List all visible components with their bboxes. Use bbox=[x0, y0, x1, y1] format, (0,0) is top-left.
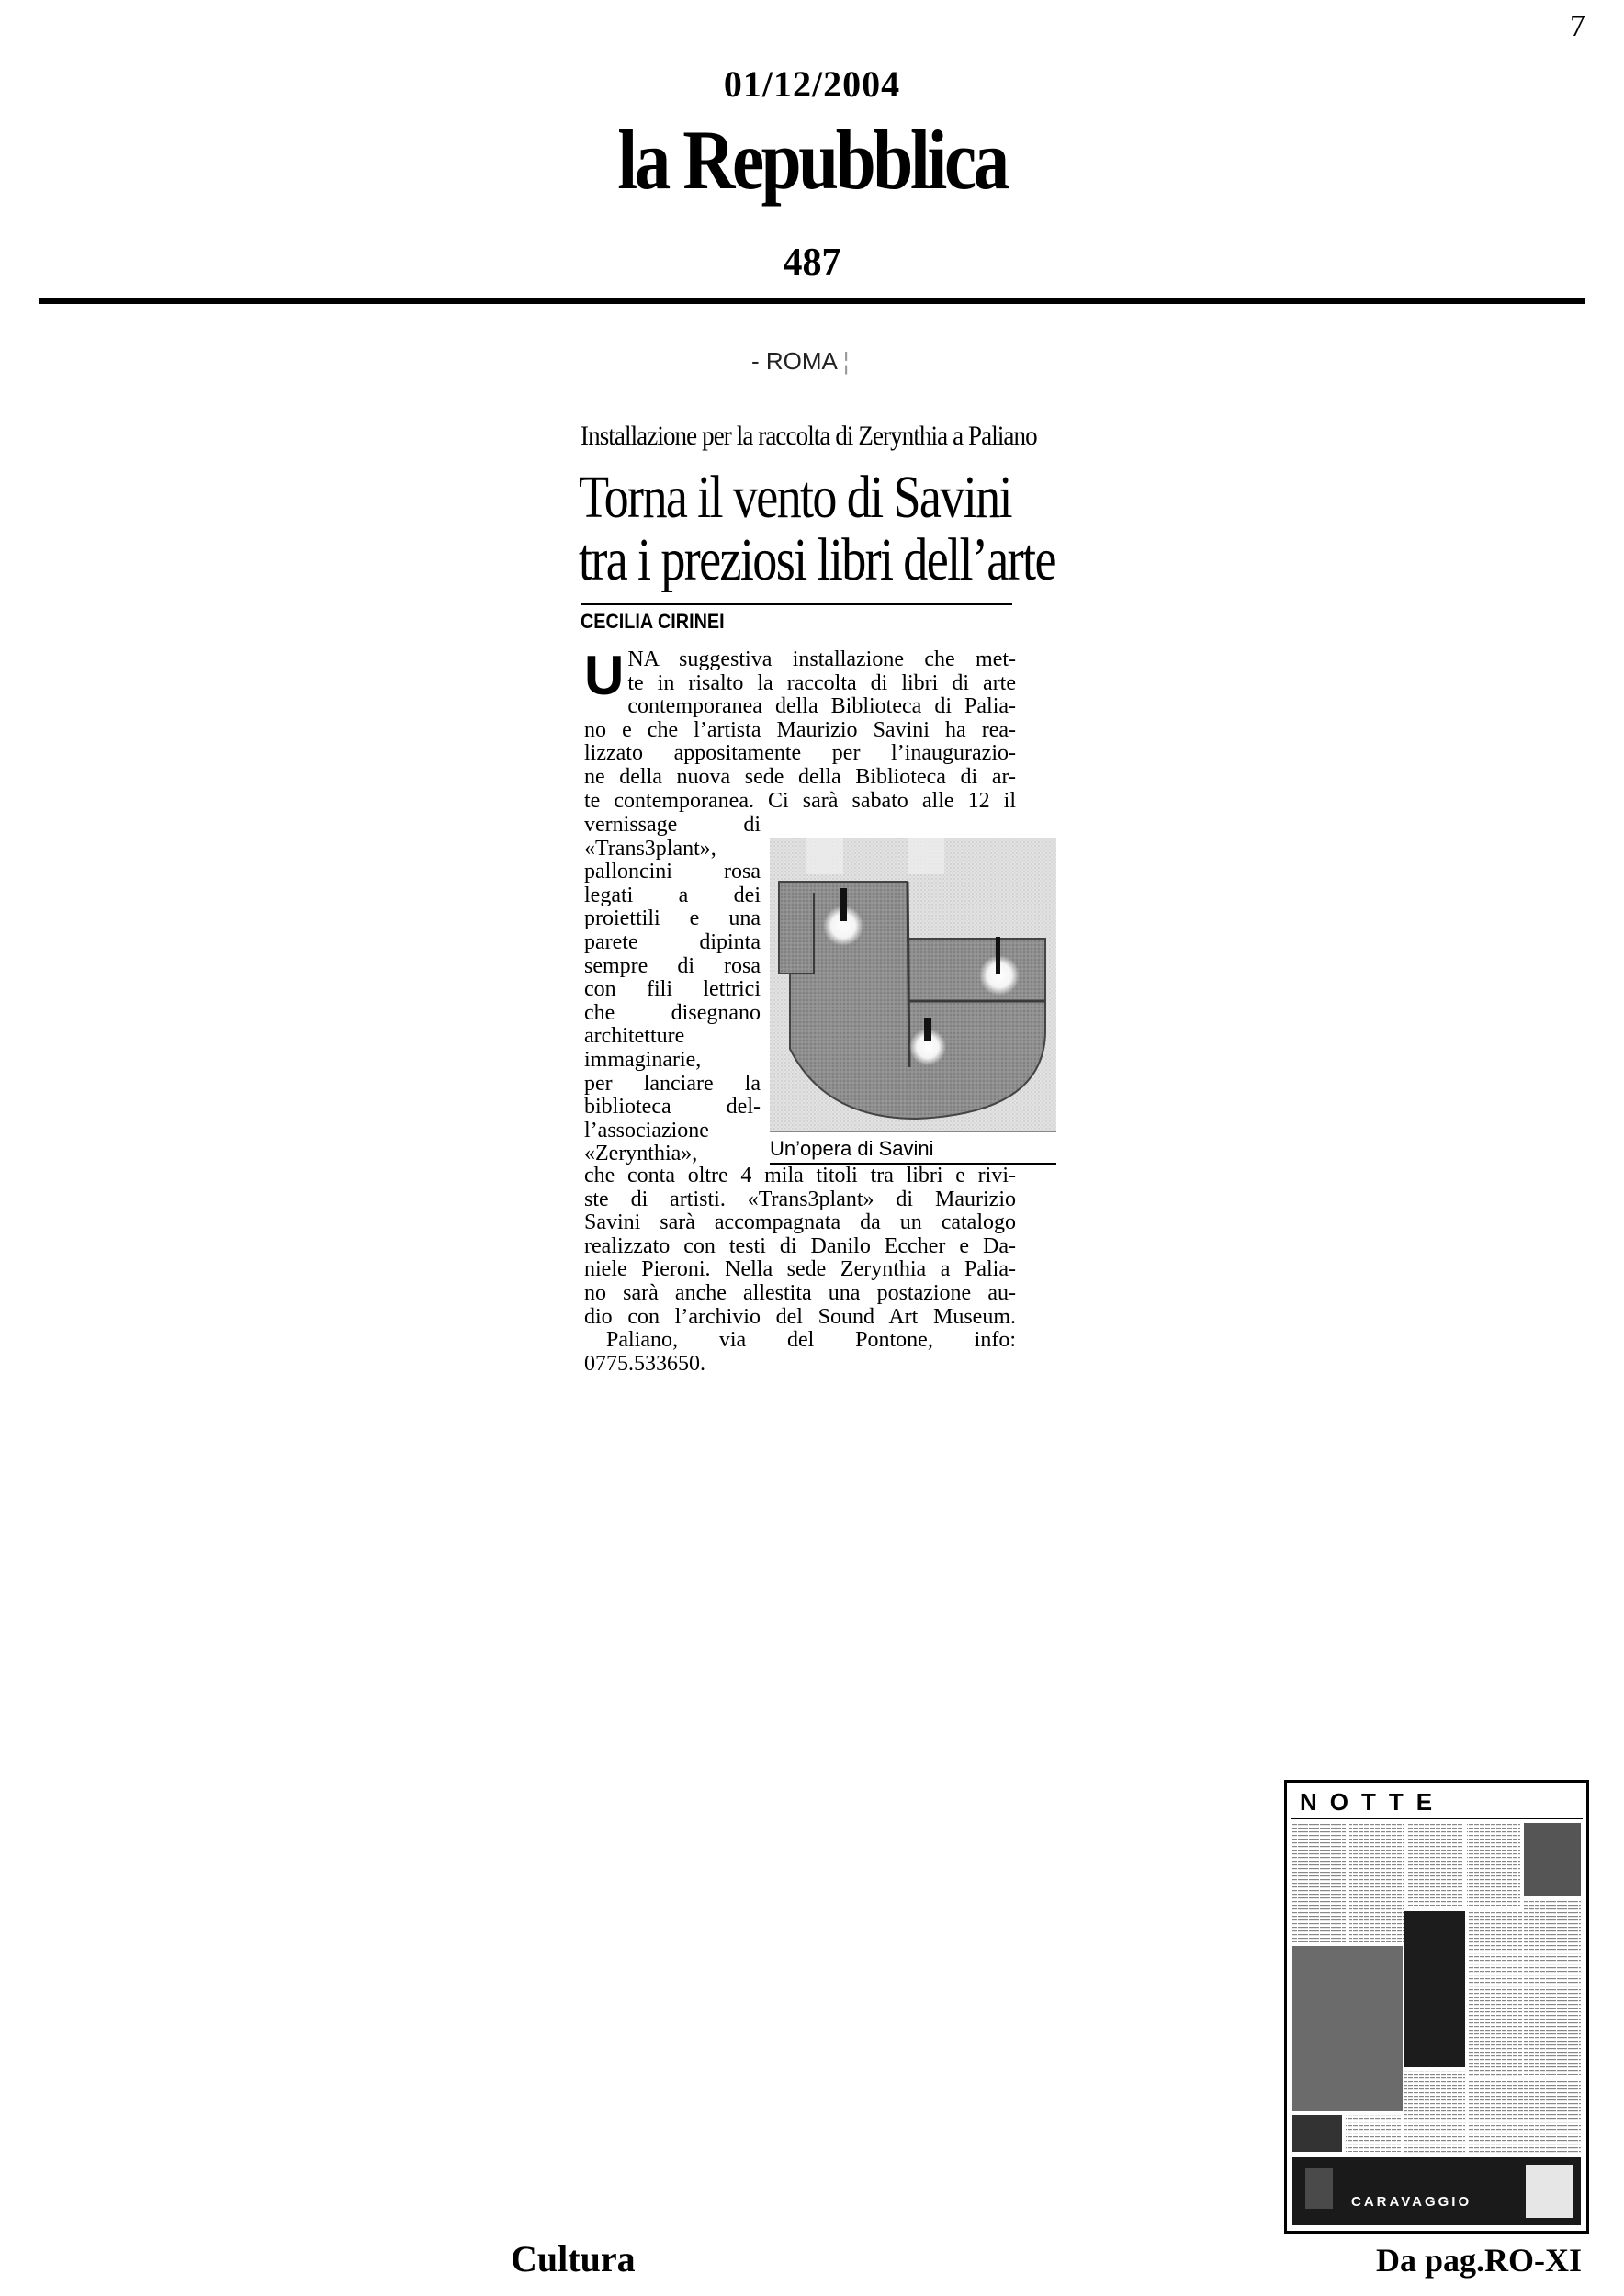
body-line: ne della nuova sede della Biblioteca di ar- bbox=[584, 764, 1016, 789]
article-narrow-column bbox=[584, 814, 761, 1166]
body-line: realizzato con testi di Danilo Eccher e Da- bbox=[584, 1233, 1016, 1258]
body-line: palloncini rosa bbox=[584, 860, 761, 884]
body-line: per lanciare la bbox=[584, 1071, 761, 1096]
drop-cap: U bbox=[584, 645, 625, 706]
body-line: proiettili e una bbox=[584, 906, 761, 931]
body-line: dio con l’archivio del Sound Art Museum. bbox=[584, 1304, 1016, 1329]
body-line: no sarà anche allestita una postazione au- bbox=[584, 1280, 1016, 1305]
page-thumbnail bbox=[1284, 1780, 1589, 2234]
newspaper-logo: la Repubblica bbox=[617, 113, 1007, 207]
article-headline bbox=[579, 464, 1055, 593]
thumbnail-layout-graphic bbox=[1287, 1783, 1586, 2231]
body-line: te contemporanea. Ci sarà sabato alle 12 il bbox=[584, 788, 1016, 813]
body-line: legati a dei bbox=[584, 883, 761, 907]
caption-top-rule bbox=[770, 1131, 1056, 1132]
headline-line-2: tra i preziosi libri dell’arte bbox=[579, 526, 1055, 593]
body-line: sempre di rosa bbox=[584, 953, 761, 978]
article-tail bbox=[584, 1165, 1016, 1376]
byline-divider bbox=[581, 603, 1012, 605]
body-line: biblioteca del- bbox=[584, 1095, 761, 1120]
body-line: architetture bbox=[584, 1024, 685, 1049]
photo-caption: Un’opera di Savini bbox=[770, 1137, 934, 1160]
body-line: niele Pieroni. Nella sede Zerynthia a Palia- bbox=[584, 1257, 1016, 1282]
body-line: no e che l’artista Maurizio Savini ha rea- bbox=[584, 717, 1016, 742]
footer-source: Da pag.RO-XI bbox=[1375, 2242, 1582, 2279]
body-line: vernissage di bbox=[584, 813, 761, 837]
body-line: contemporanea della Biblioteca di Palia- bbox=[627, 694, 1016, 719]
section-tag: - ROMA ¦ bbox=[751, 347, 850, 375]
body-line: che disegnano bbox=[584, 1000, 761, 1025]
article-lead bbox=[584, 645, 1016, 813]
body-line: che conta oltre 4 mila titoli tra libri e rivi- bbox=[584, 1164, 1016, 1187]
body-line: Paliano, via del Pontone, info: bbox=[606, 1328, 1016, 1353]
article-kicker: Installazione per la raccolta di Zerynthia a Paliano bbox=[581, 421, 1037, 451]
body-line: te in risalto la raccolta di libri di arte bbox=[627, 670, 1016, 695]
body-line: con fili lettrici bbox=[584, 977, 761, 1002]
body-line: «Zerynthia», bbox=[584, 1142, 698, 1166]
publication-date: 01/12/2004 bbox=[723, 63, 901, 105]
artwork-photo bbox=[770, 838, 1056, 1131]
body-line: l’associazione bbox=[584, 1118, 709, 1142]
thumbnail-banner: CARAVAGGIO bbox=[1351, 2194, 1472, 2210]
header-divider bbox=[39, 298, 1585, 304]
body-line: «Trans3plant», bbox=[584, 836, 716, 861]
page-number: 7 bbox=[1570, 9, 1585, 43]
body-line: parete dipinta bbox=[584, 929, 761, 954]
article-byline: CECILIA CIRINEI bbox=[581, 610, 725, 633]
body-line: lizzato appositamente per l’inaugurazio- bbox=[584, 741, 1016, 766]
body-line: immaginarie, bbox=[584, 1047, 702, 1072]
footer-section: Cultura bbox=[511, 2238, 636, 2279]
thumbnail-title: NOTTE bbox=[1300, 1788, 1446, 1816]
body-line: Savini sarà accompagnata da un catalogo bbox=[584, 1210, 1016, 1235]
body-line: 0775.533650. bbox=[584, 1351, 705, 1376]
body-line: NA suggestiva installazione che met- bbox=[627, 647, 1016, 671]
clipping-code: 487 bbox=[783, 242, 841, 284]
headline-line-1: Torna il vento di Savini bbox=[579, 464, 1011, 531]
body-line: ste di artisti. «Trans3plant» di Maurizio bbox=[584, 1187, 1016, 1211]
